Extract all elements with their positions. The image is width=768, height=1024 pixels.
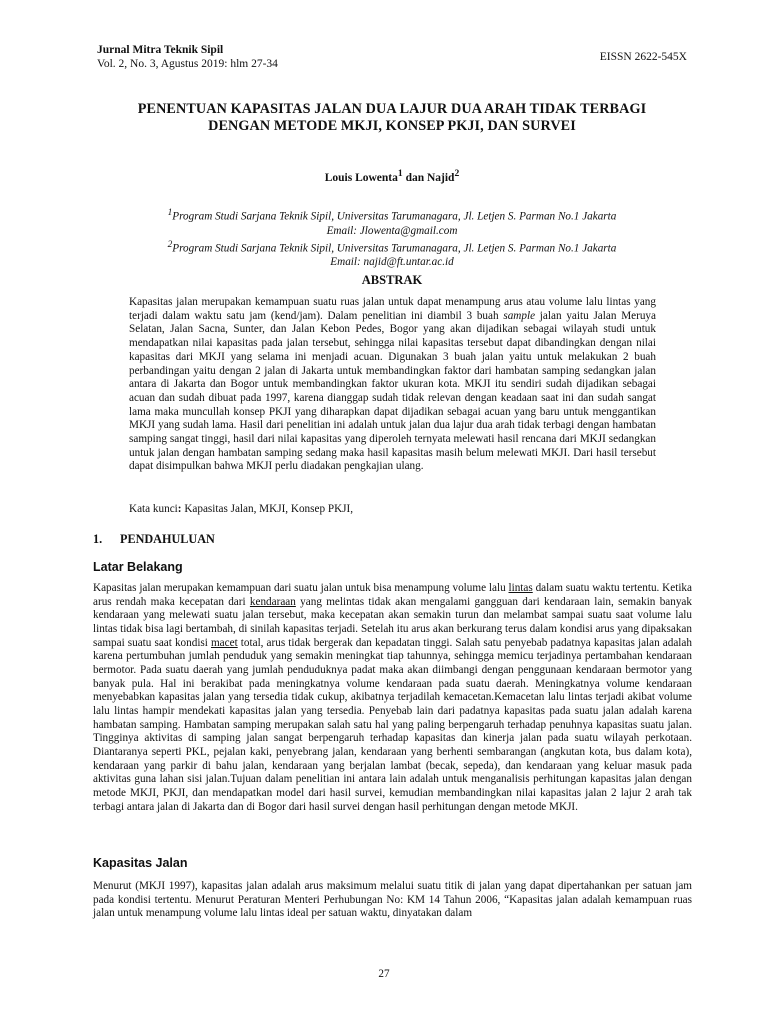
section-title: PENDAHULUAN	[120, 532, 215, 546]
latar-text-3: yang melintas tidak akan mengalami gangguan dari kendaraan lain, semakin banyak kendaraan yang melewati suatu jalan tersebut, maka kecepatan akan semakin turun dan melambat sampai suatu saat volume lalu lintas tidak bisa lagi bertambah, di sinilah kapasitas terjadi. Setelah itu arus akan berkurang terus dalam kondisi arus yang dipaksakan sampai suatu saat kondisi	[93, 595, 692, 649]
latar-text-4: total, arus tidak bergerak dan kepadatan tinggi. Salah satu penyebab padatnya kapasitas jalan adalah karena pertumbuhan jumlah penduduk yang semakin meningkat tiap tahunnya, sehingga memicu terjadinya pertambahan kendaraan bermotor. Pada suatu daerah yang jumlah penduduknya padat maka akan diimbangi dengan penggunaan kendaraan bermotor yang banyak pula. Hal ini berakibat pada meningkatnya volume kendaraan pada suatu daerah. Meningkatnya volume kendaraan menyebabkan kapasitas jalan yang tersedia tidak cukup, akibatnya terjadilah kemacetan.Kemacetan lalu lintas terjadi akibat volume lalu lintas hampir mendekati kapasitas jalan yang tersedia. Penyebab lain dari padatnya kapasitas pada suatu jalan adalah karena hambatan samping. Hambatan samping merupakan salah satu hal yang paling berpengaruh terhadap penuhnya kapasitas suatu jalan. Tingginya aktivitas di samping jalan sangat berpengaruh terhadap kapasitas dan kinerja jalan pada suatu wilayah perkotaan. Diantaranya seperti PKL, pejalan kaki, penyebrang jalan, kendaraan yang berhenti sembarangan (angkutan kota, bus dalam kota), kendaraan yang parkir di bahu jalan, kendaraan yang berjalan lambat (becak, sepeda), dan kendaraan yang keluar masuk pada aktivitas guna lahan sisi jalan.Tujuan dalam penelitian ini antara lain adalah untuk menganalisis perhitungan kapasitas jalan dengan metode MKJI, PKJI, dan mendapatkan model dari hasil survei, kemudian membandingkan nilai kapasitas jalan 2 lajur 2 arah tak terbagi antara jalan di Jakarta dan di Bogor dari hasil survei dengan hasil perhitungan dengan metode MKJI.	[93, 636, 692, 813]
section-heading	[93, 532, 215, 547]
author-2-sup: 2	[454, 168, 460, 179]
affiliation-1-email: Email: Jlowenta@gmail.com	[326, 224, 458, 237]
affiliation-2	[97, 238, 687, 256]
keywords-label: Kata kunci	[129, 503, 178, 515]
subsection-heading-latar: Latar Belakang	[93, 560, 183, 574]
affiliation-2-sup: 2	[167, 239, 173, 250]
page-number: 27	[378, 968, 390, 980]
title-line-1: PENENTUAN KAPASITAS JALAN DUA LAJUR DUA ARAH TIDAK TERBAGI	[137, 101, 647, 117]
abstract-text-2: jalan yaitu Jalan Meruya Selatan, Jalan Sacna, Sunter, dan Jalan Kebon Pedes, Bogor yang akan dijadikan sebagai wilayah studi untuk mendapatkan nilai kapasitas pada jalan tersebut, sehingga nilai kapasitas tersebut dapat dibandingkan dengan nilai kapasitas dari MKJI yang selama ini menjadi acuan. Digunakan 3 buah jalan yaitu untuk melakukan 2 buah perbandingan yaitu dengan 2 jalan di Jakarta untuk membandingkan faktor dari hambatan samping sedangkan jalan antara di Jakarta dan Bogor untuk membandingkan faktor ukuran kota. MKJI itu sendiri sudah dijadikan sebagai acuan dan sudah dibuat pada 1997, karena dianggap sudah tidak relevan dengan keadaan saat ini dan sudah sangat lama maka muncullah konsep PKJI yang diharapkan dapat dijadikan sebagai acuan yang baru untuk menggantikan MKJI yang sudah lama. Hasil dari penelitian ini adalah untuk jalan dua lajur dua arah tidak terbagi dengan hambatan samping sangat tinggi, hasil dari nilai kapasitas yang diperoleh ternyata melewati hasil rencana dari MKJI sedangkan untuk jalan dengan hambatan samping sedang maka hasil kapasitas masih belum melewati MKJI. Dari hasil tersebut dapat disimpulkan bahwa MKJI perlu diadakan pengkajian ulang.	[129, 309, 656, 473]
latar-text-2: dalam suatu waktu tertentu. Ketika arus rendah maka kecepatan dari	[93, 582, 692, 608]
keywords-colon: :	[177, 503, 182, 515]
keywords	[129, 503, 656, 515]
abstract-text-1: Kapasitas jalan merupakan kemampuan suatu ruas jalan untuk dapat menampung arus atau volume lalu lintas yang terjadi dalam waktu satu jam (kend/jam). Dalam penelitian ini diambil 3 buah	[129, 296, 656, 322]
affiliation-1-sup: 1	[167, 208, 173, 218]
journal-volume: Vol. 2, No. 3, Agustus 2019: hlm 27-34	[97, 58, 278, 70]
section-number: 1.	[93, 532, 103, 546]
keywords-text: Kapasitas Jalan, MKJI, Konsep PKJI,	[181, 503, 354, 515]
affiliation-1-text: Program Studi Sarjana Teknik Sipil, Universitas Tarumanagara, Jl. Letjen S. Parman No.1 Jakarta	[172, 210, 617, 223]
paragraph-latar	[93, 582, 692, 814]
abstract-body	[129, 296, 656, 474]
author-1-sup: 1	[397, 168, 403, 179]
subsection-heading-kapasitas: Kapasitas Jalan	[93, 856, 188, 870]
affiliation-1	[97, 206, 687, 224]
author-2: dan Najid	[402, 171, 455, 184]
latar-link-lintas[interactable]: lintas	[508, 582, 533, 594]
latar-link-kendaraan[interactable]: kendaraan	[249, 595, 296, 608]
paragraph-kapasitas: Menurut (MKJI 1997), kapasitas jalan adalah arus maksimum melalui suatu titik di jalan yang dapat dipertahankan per satuan jam pada kondisi tertentu. Menurut Peraturan Menteri Perhubungan No: KM 14 Tahun 2006, “Kapasitas jalan adalah kemampuan ruas jalan untuk menampung volume lalu lintas ideal per satuan waktu, dinyatakan dalam	[93, 880, 692, 920]
abstract-heading: ABSTRAK	[361, 273, 423, 287]
paper-title	[97, 101, 687, 135]
abstract-italic-word: sample	[503, 309, 536, 322]
affiliation-2-email: Email: najid@ft.untar.ac.id	[330, 256, 454, 269]
author-1: Louis Lowenta	[324, 171, 398, 184]
latar-link-macet[interactable]: macet	[210, 636, 238, 649]
title-line-2: DENGAN METODE MKJI, KONSEP PKJI, DAN SURVEI	[208, 118, 576, 134]
affiliation-2-text: Program Studi Sarjana Teknik Sipil, Universitas Tarumanagara, Jl. Letjen S. Parman No.1 Jakarta	[172, 242, 617, 255]
journal-name: Jurnal Mitra Teknik Sipil	[97, 44, 224, 56]
author-list	[97, 168, 687, 184]
journal-eissn: EISSN 2622-545X	[599, 51, 687, 63]
affiliations	[97, 206, 687, 269]
latar-text-1: Kapasitas jalan merupakan kemampuan dari suatu jalan untuk bisa menampung volume lalu	[93, 582, 509, 594]
